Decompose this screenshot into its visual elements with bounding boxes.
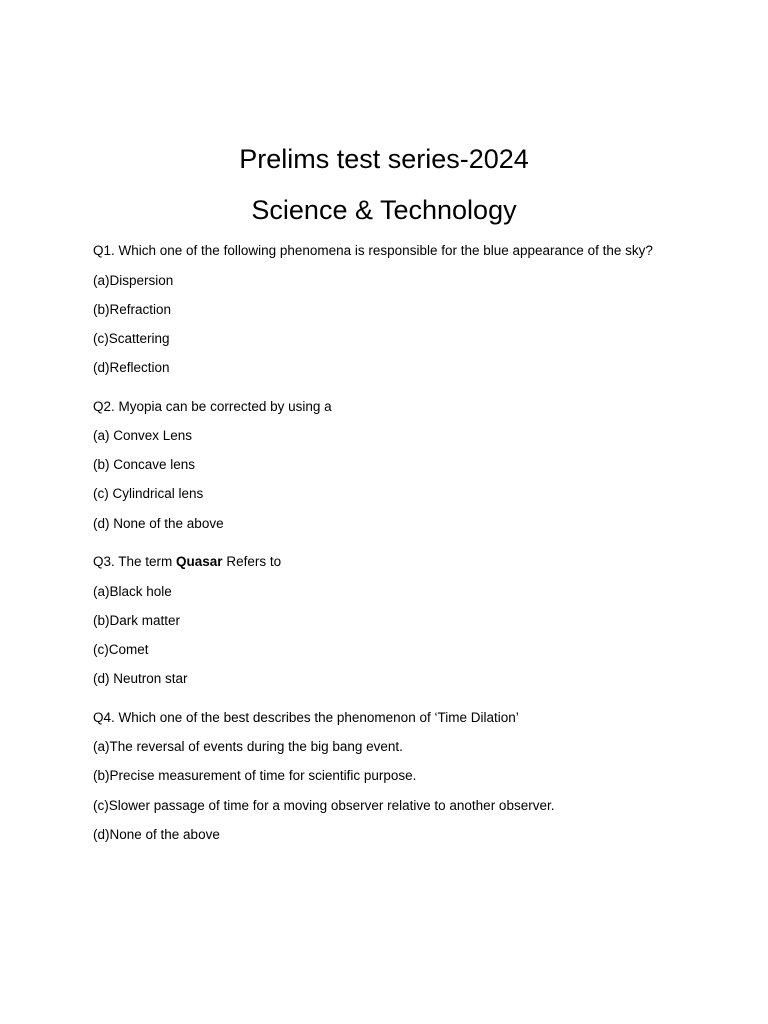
question-1-option-a: (a)Dispersion (93, 272, 174, 288)
question-1-option-d: (d)Reflection (93, 360, 170, 376)
question-3-stem-prefix: Q3. The term (93, 554, 177, 570)
question-2-option-b: (b) Concave lens (93, 457, 196, 473)
question-4-option-b: (b)Precise measurement of time for scientific purpose. (93, 768, 417, 784)
question-2-option-d: (d) None of the above (93, 515, 224, 531)
question-1-option-b: (b)Refraction (93, 301, 172, 317)
document-title: Prelims test series-2024 (239, 144, 529, 174)
question-2-stem: Q2. Myopia can be corrected by using a (93, 398, 332, 414)
question-4 (93, 708, 663, 845)
question-2-option-a: (a) Convex Lens (93, 428, 193, 444)
question-3-option-b: (b)Dark matter (93, 612, 181, 628)
question-3-stem (93, 552, 663, 572)
question-4-option-a: (a)The reversal of events during the big bang event. (93, 739, 403, 755)
question-4-option-d: (d)None of the above (93, 826, 220, 842)
question-3-stem-term: Quasar (176, 554, 223, 570)
question-4-option-c: (c)Slower passage of time for a moving observer relative to another observer. (93, 797, 555, 813)
question-2-option-c: (c) Cylindrical lens (93, 486, 204, 502)
question-1 (93, 241, 663, 378)
question-3-stem-suffix: Refers to (222, 554, 282, 570)
question-3-option-d: (d) Neutron star (93, 671, 188, 687)
question-1-stem: Q1. Which one of the following phenomena is responsible for the blue appearance of the sky? (93, 243, 653, 258)
question-4-stem: Q4. Which one of the best describes the phenomenon of ‘Time Dilation’ (93, 709, 519, 725)
document-subtitle: Science & Technology (251, 195, 517, 225)
question-3-option-a: (a)Black hole (93, 583, 172, 599)
question-3 (93, 552, 663, 689)
question-list (93, 241, 663, 854)
question-2 (93, 397, 663, 534)
question-3-option-c: (c)Comet (93, 642, 149, 657)
question-1-option-c: (c)Scattering (93, 330, 170, 346)
